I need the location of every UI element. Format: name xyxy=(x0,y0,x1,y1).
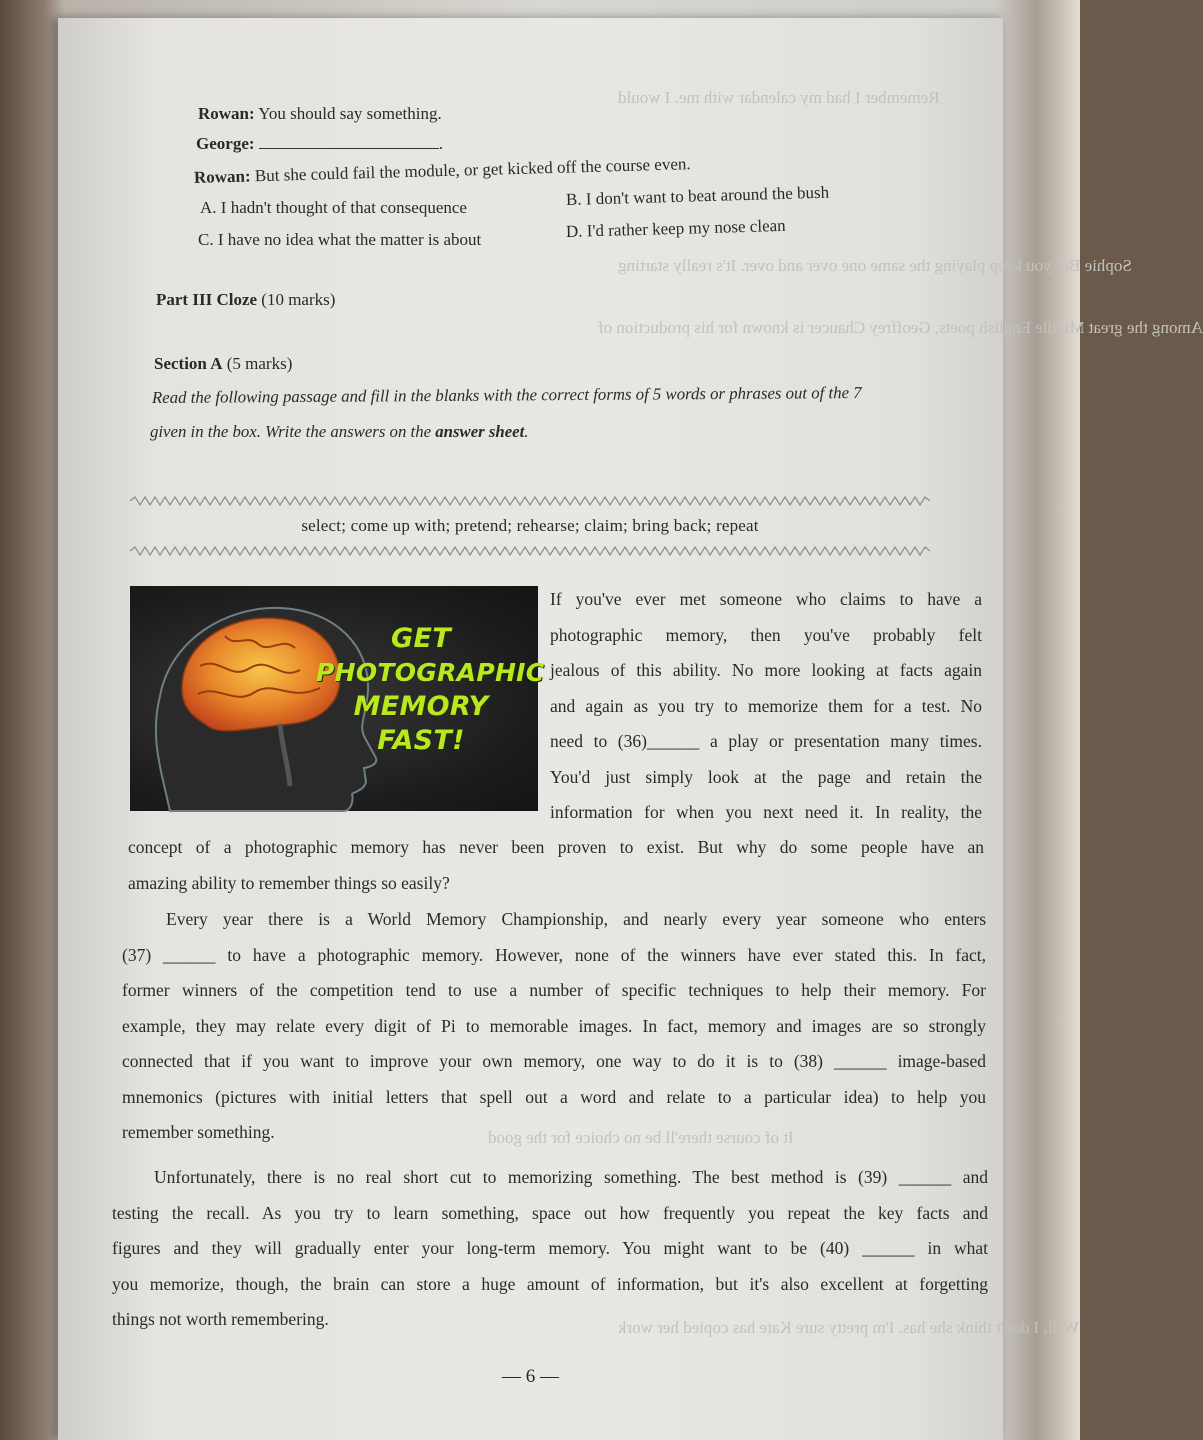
promo-line-4: FAST! xyxy=(377,725,465,756)
option-b: B. I don't want to beat around the bush xyxy=(565,182,830,209)
speaker-name: Rowan: xyxy=(193,166,251,187)
answer-blank xyxy=(259,134,439,149)
part-heading xyxy=(156,290,335,310)
word-list: select; come up with; pretend; rehearse; claim; bring back; repeat xyxy=(301,516,759,535)
paragraph-1-beside-image xyxy=(550,582,982,831)
promo-line-1: GET xyxy=(391,623,451,654)
passage-line: figures and they will gradually enter your long-term memory. You might want to be (40) ______ in what xyxy=(112,1238,988,1258)
passage-line: photographic memory, then you've probably felt xyxy=(550,624,982,645)
passage-line: information for when you next need it. In reality, the xyxy=(550,802,982,822)
passage-line: things not worth remembering. xyxy=(112,1309,329,1329)
passage-line: and again as you try to memorize them for a test. No xyxy=(550,695,982,716)
book-page: Remember I had my calendar with me. I would Sophie But you keep playing the same one over and over. It's really starting Among the great Middle English poets, Geoffrey Chaucer is known for his production of It of course there'll be no choice for the good Well, I don't think she has. I'm pretty sure Kate has copied her work Rowan: You should say something. George: . Rowan: But she could fail the module, or get kicked off the course even. A. I hadn't thought of that consequence B. I don't want to beat around the bush C. I have no idea what the matter is about D. I'd rather keep my nose clean Part III Cloze (10 marks) Section A (5 marks) Read the following passage and fill in the blanks with the correct forms of 5 words or phrases out of the 7 given in the box. Write the answers on the answer sheet. select; come up with; pretend; rehearse; claim; bring back; repeat GET PHOTOGRAPHIC MEMORY FAST! If you've ever met someone who claims to have a photographic memory, then you've probably felt jealous of this ability. No more looking at facts again and again as you try to memorize them for a test. No need to (36)______ a play or presentation many times. You'd just simply look at the page and retain the information for when you next need it. In reality, the concept of a photographic memory has never been proven to exist. But why do some people have an amazing ability to remember things so easily? Every year there is a World Memory Championship, and nearly every year someone who enters (37) ______ to have a photographic memory. However, none of the winners have ever stated this. In fact, former winners of the competition tend to use a number of specific techniques to help their memory. For example, they may relate every digit of Pi to memorable images. In fact, memory and images are so strongly connected that if you want to improve your own memory, one way to do it is to (38) ______ image-based mnemonics (pictures with initial letters that spell out a word and relate to a particular idea) to help you remember something. Unfortunately, there is no real short cut to memorizing something. The best method is (39) ______ and testing the recall. As you try to learn something, space out how frequently you repeat the key facts and figures and they will gradually enter your long-term memory. You might want to be (40) ______ in what you memorize, though, the brain can store a huge amount of information, but it's also excellent at forgetting things not worth remembering. — 6 — xyxy=(58,18,1003,1440)
passage-line: example, they may relate every digit of Pi to memorable images. In fact, memory and images are so strongly xyxy=(122,1015,986,1036)
passage-line: mnemonics (pictures with initial letters that spell out a word and relate to a particular idea) to help you xyxy=(122,1086,986,1107)
page-number: — 6 — xyxy=(502,1366,559,1387)
instructions-line-1: Read the following passage and fill in the blanks with the correct forms of 5 words or phrases out of the 7 xyxy=(151,383,862,407)
promo-line-3: MEMORY xyxy=(353,691,489,722)
passage-line: You'd just simply look at the page and retain the xyxy=(550,766,982,787)
dialogue-line-2: George: . xyxy=(196,134,444,153)
passage-line: you memorize, though, the brain can store a huge amount of information, but it's also excellent at forgetting xyxy=(112,1273,988,1294)
dialogue-text: But she could fail the module, or get kicked off the course even. xyxy=(254,154,691,186)
passage-line: remember something. xyxy=(122,1122,275,1142)
passage-line: jealous of this ability. No more looking at facts again xyxy=(550,660,982,680)
part-title: Part III Cloze xyxy=(156,290,258,309)
passage-line: connected that if you want to improve your own memory, one way to do it is to (38) ______ image-based xyxy=(122,1051,986,1071)
photographic-memory-image xyxy=(130,586,545,811)
passage-line: Every year there is a World Memory Championship, and nearly every year someone who enters xyxy=(166,909,986,929)
instructions-line-2: given in the box. Write the answers on the answer sheet. xyxy=(150,422,529,441)
section-marks: (5 marks) xyxy=(226,354,293,373)
promo-headline xyxy=(316,622,545,758)
paragraph-1-continued xyxy=(128,830,984,901)
passage-line: If you've ever met someone who claims to have a xyxy=(550,589,982,609)
dialogue-line-1 xyxy=(198,104,442,124)
option-a: A. I hadn't thought of that consequence xyxy=(200,198,467,217)
option-c: C. I have no idea what the matter is about xyxy=(198,230,482,249)
option-d: D. I'd rather keep my nose clean xyxy=(565,215,786,241)
dialogue-line-3 xyxy=(194,154,691,188)
paragraph-3 xyxy=(112,1160,988,1338)
speaker-name: George: xyxy=(196,134,255,153)
dialogue-text: You should say something. xyxy=(258,104,442,123)
passage-line: Unfortunately, there is no real short cut to memorizing something. The best method is (39) ______ and xyxy=(154,1167,988,1187)
passage-line: former winners of the competition tend to use a number of specific techniques to help their memory. For xyxy=(122,980,986,1000)
passage-line: concept of a photographic memory has never been proven to exist. But why do some people have an xyxy=(128,837,984,857)
promo-line-2: PHOTOGRAPHIC xyxy=(316,658,545,687)
passage-line: need to (36)______ a play or presentation many times. xyxy=(550,731,982,751)
passage-line: amazing ability to remember things so easily? xyxy=(128,872,450,893)
answer-sheet-label: answer sheet xyxy=(435,422,525,441)
word-box xyxy=(130,488,930,558)
word-box-top-border xyxy=(130,496,930,506)
paragraph-2 xyxy=(122,902,986,1151)
passage-line: (37) ______ to have a photographic memory. However, none of the winners have ever stated this. In fact, xyxy=(122,944,986,965)
passage-line: testing the recall. As you try to learn something, space out how frequently you repeat the key facts and xyxy=(112,1202,988,1223)
part-marks: (10 marks) xyxy=(261,290,336,309)
speaker-name: Rowan: xyxy=(198,104,255,123)
word-box-bottom-border xyxy=(130,546,930,556)
section-heading xyxy=(154,354,292,374)
section-title: Section A xyxy=(154,354,223,373)
